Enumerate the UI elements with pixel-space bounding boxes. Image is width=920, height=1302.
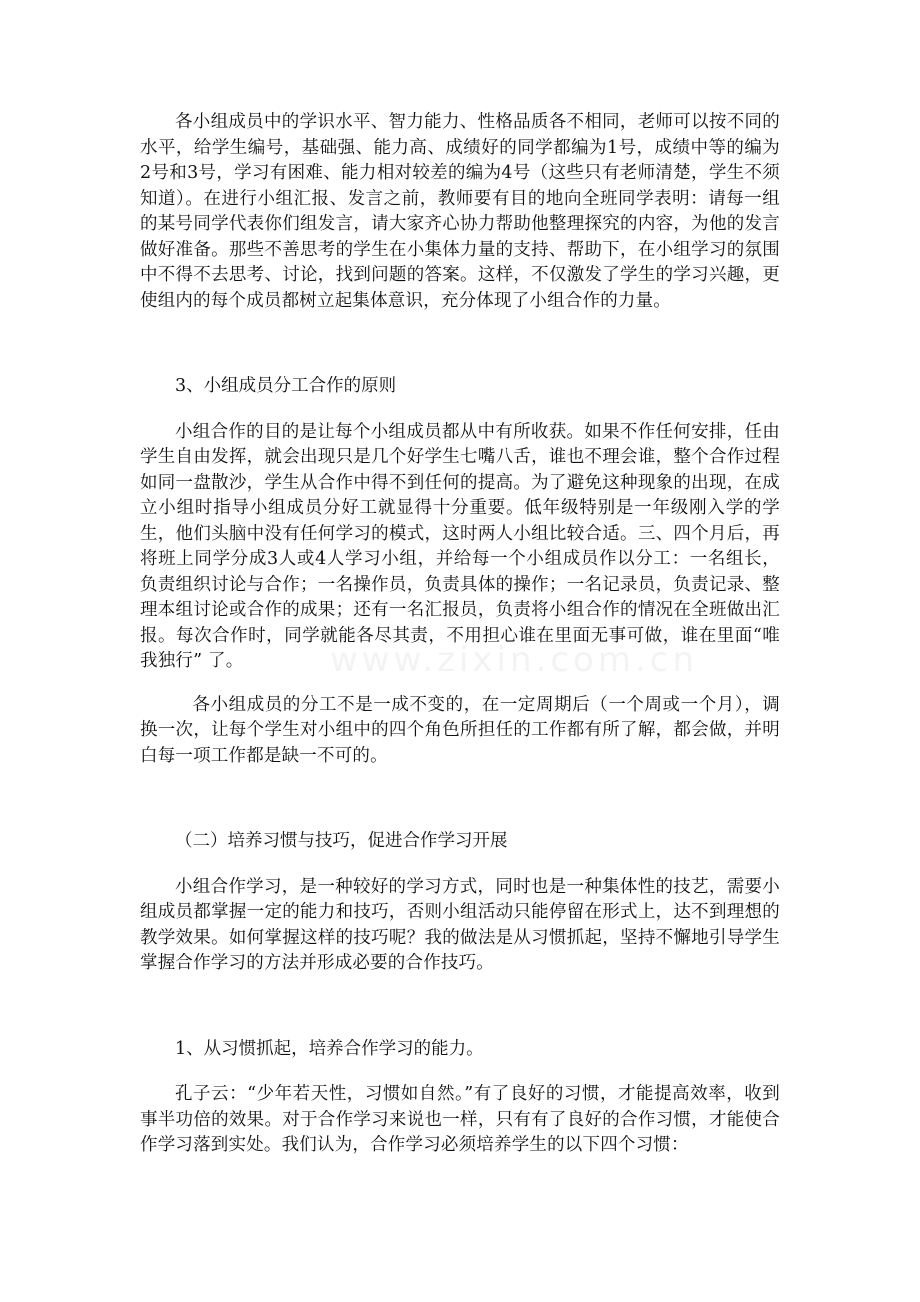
spacer bbox=[140, 1062, 780, 1082]
spacer bbox=[140, 769, 780, 829]
heading-habits-and-skills: （二）培养习惯与技巧，促进合作学习开展 bbox=[175, 831, 508, 851]
document-page bbox=[140, 110, 780, 1159]
spacer bbox=[140, 855, 780, 875]
heading-start-from-habits: 1、从习惯抓起，培养合作学习的能力。 bbox=[175, 1038, 484, 1059]
paragraph-group-numbering: 各小组成员中的学识水平、智力能力、性格品质各不相同，老师可以按不同的水平，给学生编号，基础强、能力高、成绩好的同学都编为1号，成绩中等的编为2号和3号，学习有困难、能力相对较差的编为4号（这些只有老师清楚，学生不须知道）。在进行小组汇报、发言之前，教师要有目的地向全班同学表明：请每一组的某号同学代表你们组发言，请大家齐心协力帮助他整理探究的内容，为他的发言做好准备。那些不善思考的学生在小集体力量的支持、帮助下，在小组学习的氛围中不得不去思考、讨论，找到问题的答案。这样，不仅激发了学生的学习兴趣，更使组内的每个成员都树立起集体意识，充分体现了小组合作的力量。 bbox=[140, 112, 780, 311]
spacer bbox=[140, 977, 780, 1037]
watermark: www.zixin.com.cn bbox=[330, 640, 698, 680]
paragraph-role-rotation: 各小组成员的分工不是一成不变的，在一定周期后（一个周或一个月），调换一次，让每个学生对小组中的四个角色所担任的工作都有所了解，都会做，并明白每一项工作都是缺一不可的。 bbox=[140, 694, 780, 766]
paragraph-confucius-quote: 孔子云：“少年若天性，习惯如自然。”有了良好的习惯，才能提高效率，收到事半功倍的效果。对于合作学习来说也一样，只有有了良好的合作习惯，才能使合作学习落到实处。我们认为，合作学习必须培养学生的以下四个习惯： bbox=[140, 1084, 780, 1155]
spacer bbox=[140, 314, 780, 374]
paragraph-division-of-labor: 小组合作的目的是让每个小组成员都从中有所收获。如果不作任何安排，任由学生自由发挥，就会出现只是几个好学生七嘴八舌，谁也不理会谁，整个合作过程如同一盘散沙，学生从合作中得不到任何的提高。为了避免这种现象的出现，在成立小组时指导小组成员分好工就显得十分重要。低年级特别是一年级刚入学的学生，他们头脑中没有任何学习的模式，这时两人小组比较合适。三、四个月后，再将班上同学分成3人或4人学习小组，并给每一个小组成员作以分工：一名组长，负责组织讨论与合作；一名操作员，负责具体的操作；一名记录员，负责记录、整理本组讨论或合作的成果；还有一名汇报员，负责将小组合作的情况在全班做出汇报。每次合作时，同学就能各尽其责，不用担心谁在里面无事可做，谁在里面“唯我独行” 了。 bbox=[140, 421, 780, 671]
heading-division-principle: 3、小组成员分工合作的原则 bbox=[175, 376, 397, 396]
paragraph-cooperative-learning: 小组合作学习，是一种较好的学习方式，同时也是一种集体性的技艺，需要小组成员都掌握一定的能力和技巧，否则小组活动只能停留在形式上，达不到理想的教学效果。如何掌握这样的技巧呢？我的做法是从习惯抓起，坚持不懈地引导学生掌握合作学习的方法并形成必要的合作技巧。 bbox=[140, 876, 780, 973]
spacer bbox=[140, 400, 780, 420]
spacer bbox=[140, 675, 780, 693]
